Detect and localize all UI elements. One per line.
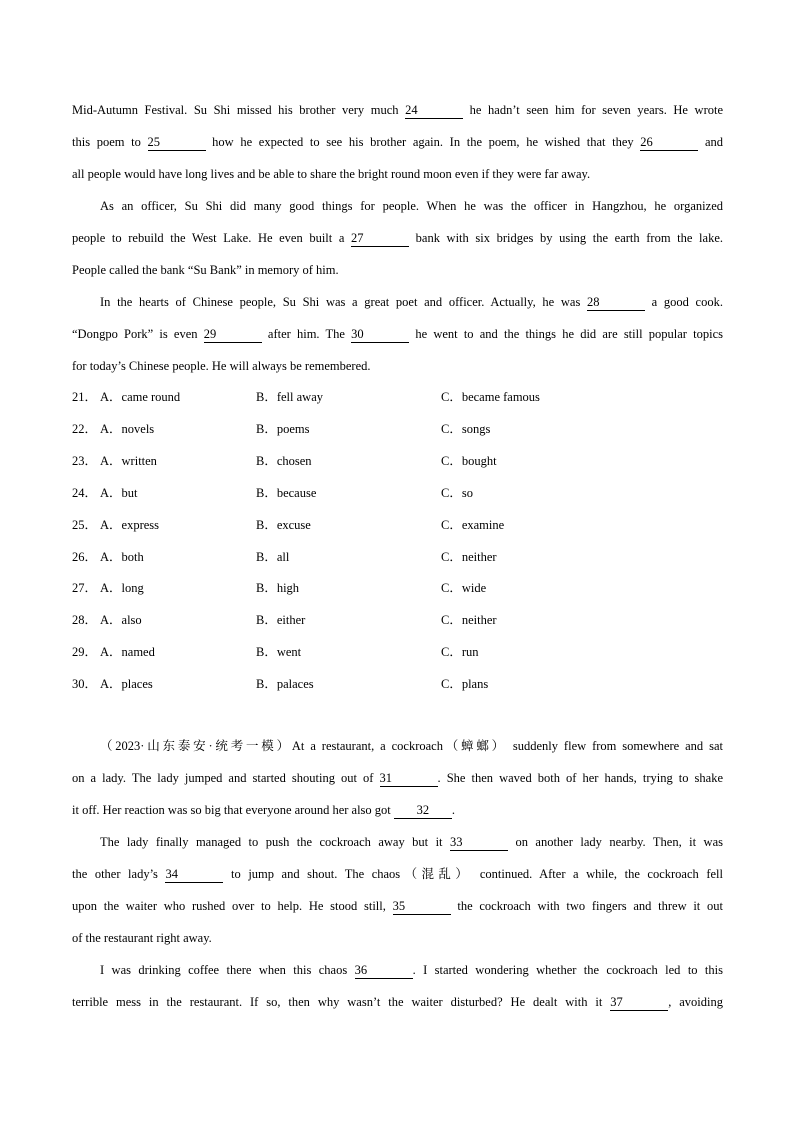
passage-line: the other lady’s 34 to jump and shout. The chaos（混乱） continued. After a while, the cockroach fell bbox=[72, 867, 723, 881]
option-c[interactable]: C．so bbox=[441, 486, 473, 500]
option-a[interactable]: A．also bbox=[100, 613, 142, 627]
question-25 bbox=[72, 515, 723, 535]
question-30 bbox=[72, 674, 723, 694]
option-c[interactable]: C．songs bbox=[441, 422, 491, 436]
blank-24[interactable]: 24 bbox=[405, 103, 463, 119]
option-b[interactable]: B．went bbox=[256, 645, 302, 659]
question-number: 29． bbox=[72, 645, 98, 659]
blank-33[interactable]: 33 bbox=[450, 835, 508, 851]
option-b[interactable]: B．fell away bbox=[256, 390, 323, 404]
passage-line: all people would have long lives and be able to share the bright round moon even if they were far away. bbox=[72, 167, 591, 181]
option-b[interactable]: B．all bbox=[256, 550, 290, 564]
question-number: 30． bbox=[72, 677, 98, 691]
question-21 bbox=[72, 387, 723, 407]
passage-line: The lady finally managed to push the cockroach away but it 33 on another lady nearby. Then, it was bbox=[100, 835, 723, 849]
passage-line: this poem to 25 how he expected to see his brother again. In the poem, he wished that they 26 and bbox=[72, 135, 723, 149]
question-number: 27． bbox=[72, 581, 98, 595]
passage-line: of the restaurant right away. bbox=[72, 931, 212, 945]
passage-line: People called the bank “Su Bank” in memory of him. bbox=[72, 263, 339, 277]
question-number: 23． bbox=[72, 454, 98, 468]
option-b[interactable]: B．either bbox=[256, 613, 306, 627]
option-c[interactable]: C．plans bbox=[441, 677, 489, 691]
option-c[interactable]: C．became famous bbox=[441, 390, 540, 404]
option-c[interactable]: C．bought bbox=[441, 454, 497, 468]
question-29 bbox=[72, 642, 723, 662]
passage-line: （2023·山东泰安·统考一模）At a restaurant, a cockroach（蟑螂） suddenly flew from somewhere and sat bbox=[100, 739, 723, 753]
passage-line: on a lady. The lady jumped and started shouting out of 31 . She then waved both of her hands, trying to shake bbox=[72, 771, 723, 785]
option-b[interactable]: B．high bbox=[256, 581, 300, 595]
option-c[interactable]: C．neither bbox=[441, 550, 497, 564]
option-b[interactable]: B．palaces bbox=[256, 677, 314, 691]
option-a[interactable]: A．came round bbox=[100, 390, 181, 404]
option-a[interactable]: A．written bbox=[100, 454, 157, 468]
passage-line: it off. Her reaction was so big that everyone around her also got 32 . bbox=[72, 803, 456, 817]
blank-30[interactable]: 30 bbox=[351, 327, 409, 343]
option-c[interactable]: C．run bbox=[441, 645, 479, 659]
question-number: 21． bbox=[72, 390, 98, 404]
question-number: 26． bbox=[72, 550, 98, 564]
blank-31[interactable]: 31 bbox=[380, 771, 438, 787]
option-a[interactable]: A．named bbox=[100, 645, 155, 659]
option-a[interactable]: A．novels bbox=[100, 422, 155, 436]
blank-29[interactable]: 29 bbox=[204, 327, 262, 343]
question-23 bbox=[72, 451, 723, 471]
option-b[interactable]: B．poems bbox=[256, 422, 310, 436]
option-b[interactable]: B．because bbox=[256, 486, 317, 500]
passage-line: upon the waiter who rushed over to help. He stood still, 35 the cockroach with two fingers and threw it out bbox=[72, 899, 723, 913]
passage-line: people to rebuild the West Lake. He even built a 27 bank with six bridges by using the earth from the lake. bbox=[72, 231, 724, 245]
passage-line: “Dongpo Pork” is even 29 after him. The 30 he went to and the things he did are still popular topics bbox=[72, 327, 723, 341]
passage-line: Mid-Autumn Festival. Su Shi missed his brother very much 24 he hadn’t seen him for seven years. He wrote bbox=[72, 103, 723, 117]
blank-34[interactable]: 34 bbox=[165, 867, 223, 883]
option-c[interactable]: C．neither bbox=[441, 613, 497, 627]
option-a[interactable]: A．long bbox=[100, 581, 144, 595]
option-a[interactable]: A．both bbox=[100, 550, 144, 564]
option-b[interactable]: B．excuse bbox=[256, 518, 311, 532]
blank-25[interactable]: 25 bbox=[148, 135, 206, 151]
option-c[interactable]: C．wide bbox=[441, 581, 487, 595]
passage-line: for today’s Chinese people. He will always be remembered. bbox=[72, 359, 371, 373]
blank-32[interactable]: 32 bbox=[394, 803, 452, 819]
question-26 bbox=[72, 547, 723, 567]
passage-1 bbox=[72, 94, 723, 382]
option-a[interactable]: A．express bbox=[100, 518, 160, 532]
question-number: 22． bbox=[72, 422, 98, 436]
blank-36[interactable]: 36 bbox=[355, 963, 413, 979]
question-28 bbox=[72, 610, 723, 630]
blank-37[interactable]: 37 bbox=[610, 995, 668, 1011]
question-number: 24． bbox=[72, 486, 98, 500]
question-22 bbox=[72, 419, 723, 439]
option-a[interactable]: A．but bbox=[100, 486, 138, 500]
option-a[interactable]: A．places bbox=[100, 677, 153, 691]
option-c[interactable]: C．examine bbox=[441, 518, 505, 532]
blank-28[interactable]: 28 bbox=[587, 295, 645, 311]
passage-line: I was drinking coffee there when this chaos 36 . I started wondering whether the cockroach led to this bbox=[100, 963, 723, 977]
question-number: 28． bbox=[72, 613, 98, 627]
passage-line: As an officer, Su Shi did many good things for people. When he was the officer in Hangzhou, he organized bbox=[100, 199, 723, 213]
option-b[interactable]: B．chosen bbox=[256, 454, 312, 468]
blank-27[interactable]: 27 bbox=[351, 231, 409, 247]
question-number: 25． bbox=[72, 518, 98, 532]
passage-line: In the hearts of Chinese people, Su Shi was a great poet and officer. Actually, he was 28 a good cook. bbox=[100, 295, 723, 309]
blank-26[interactable]: 26 bbox=[640, 135, 698, 151]
passage-2 bbox=[72, 730, 723, 1018]
passage-line: terrible mess in the restaurant. If so, then why wasn’t the waiter disturbed? He dealt with it 37 , avoiding bbox=[72, 995, 723, 1009]
question-24 bbox=[72, 483, 723, 503]
blank-35[interactable]: 35 bbox=[393, 899, 451, 915]
question-27 bbox=[72, 578, 723, 598]
